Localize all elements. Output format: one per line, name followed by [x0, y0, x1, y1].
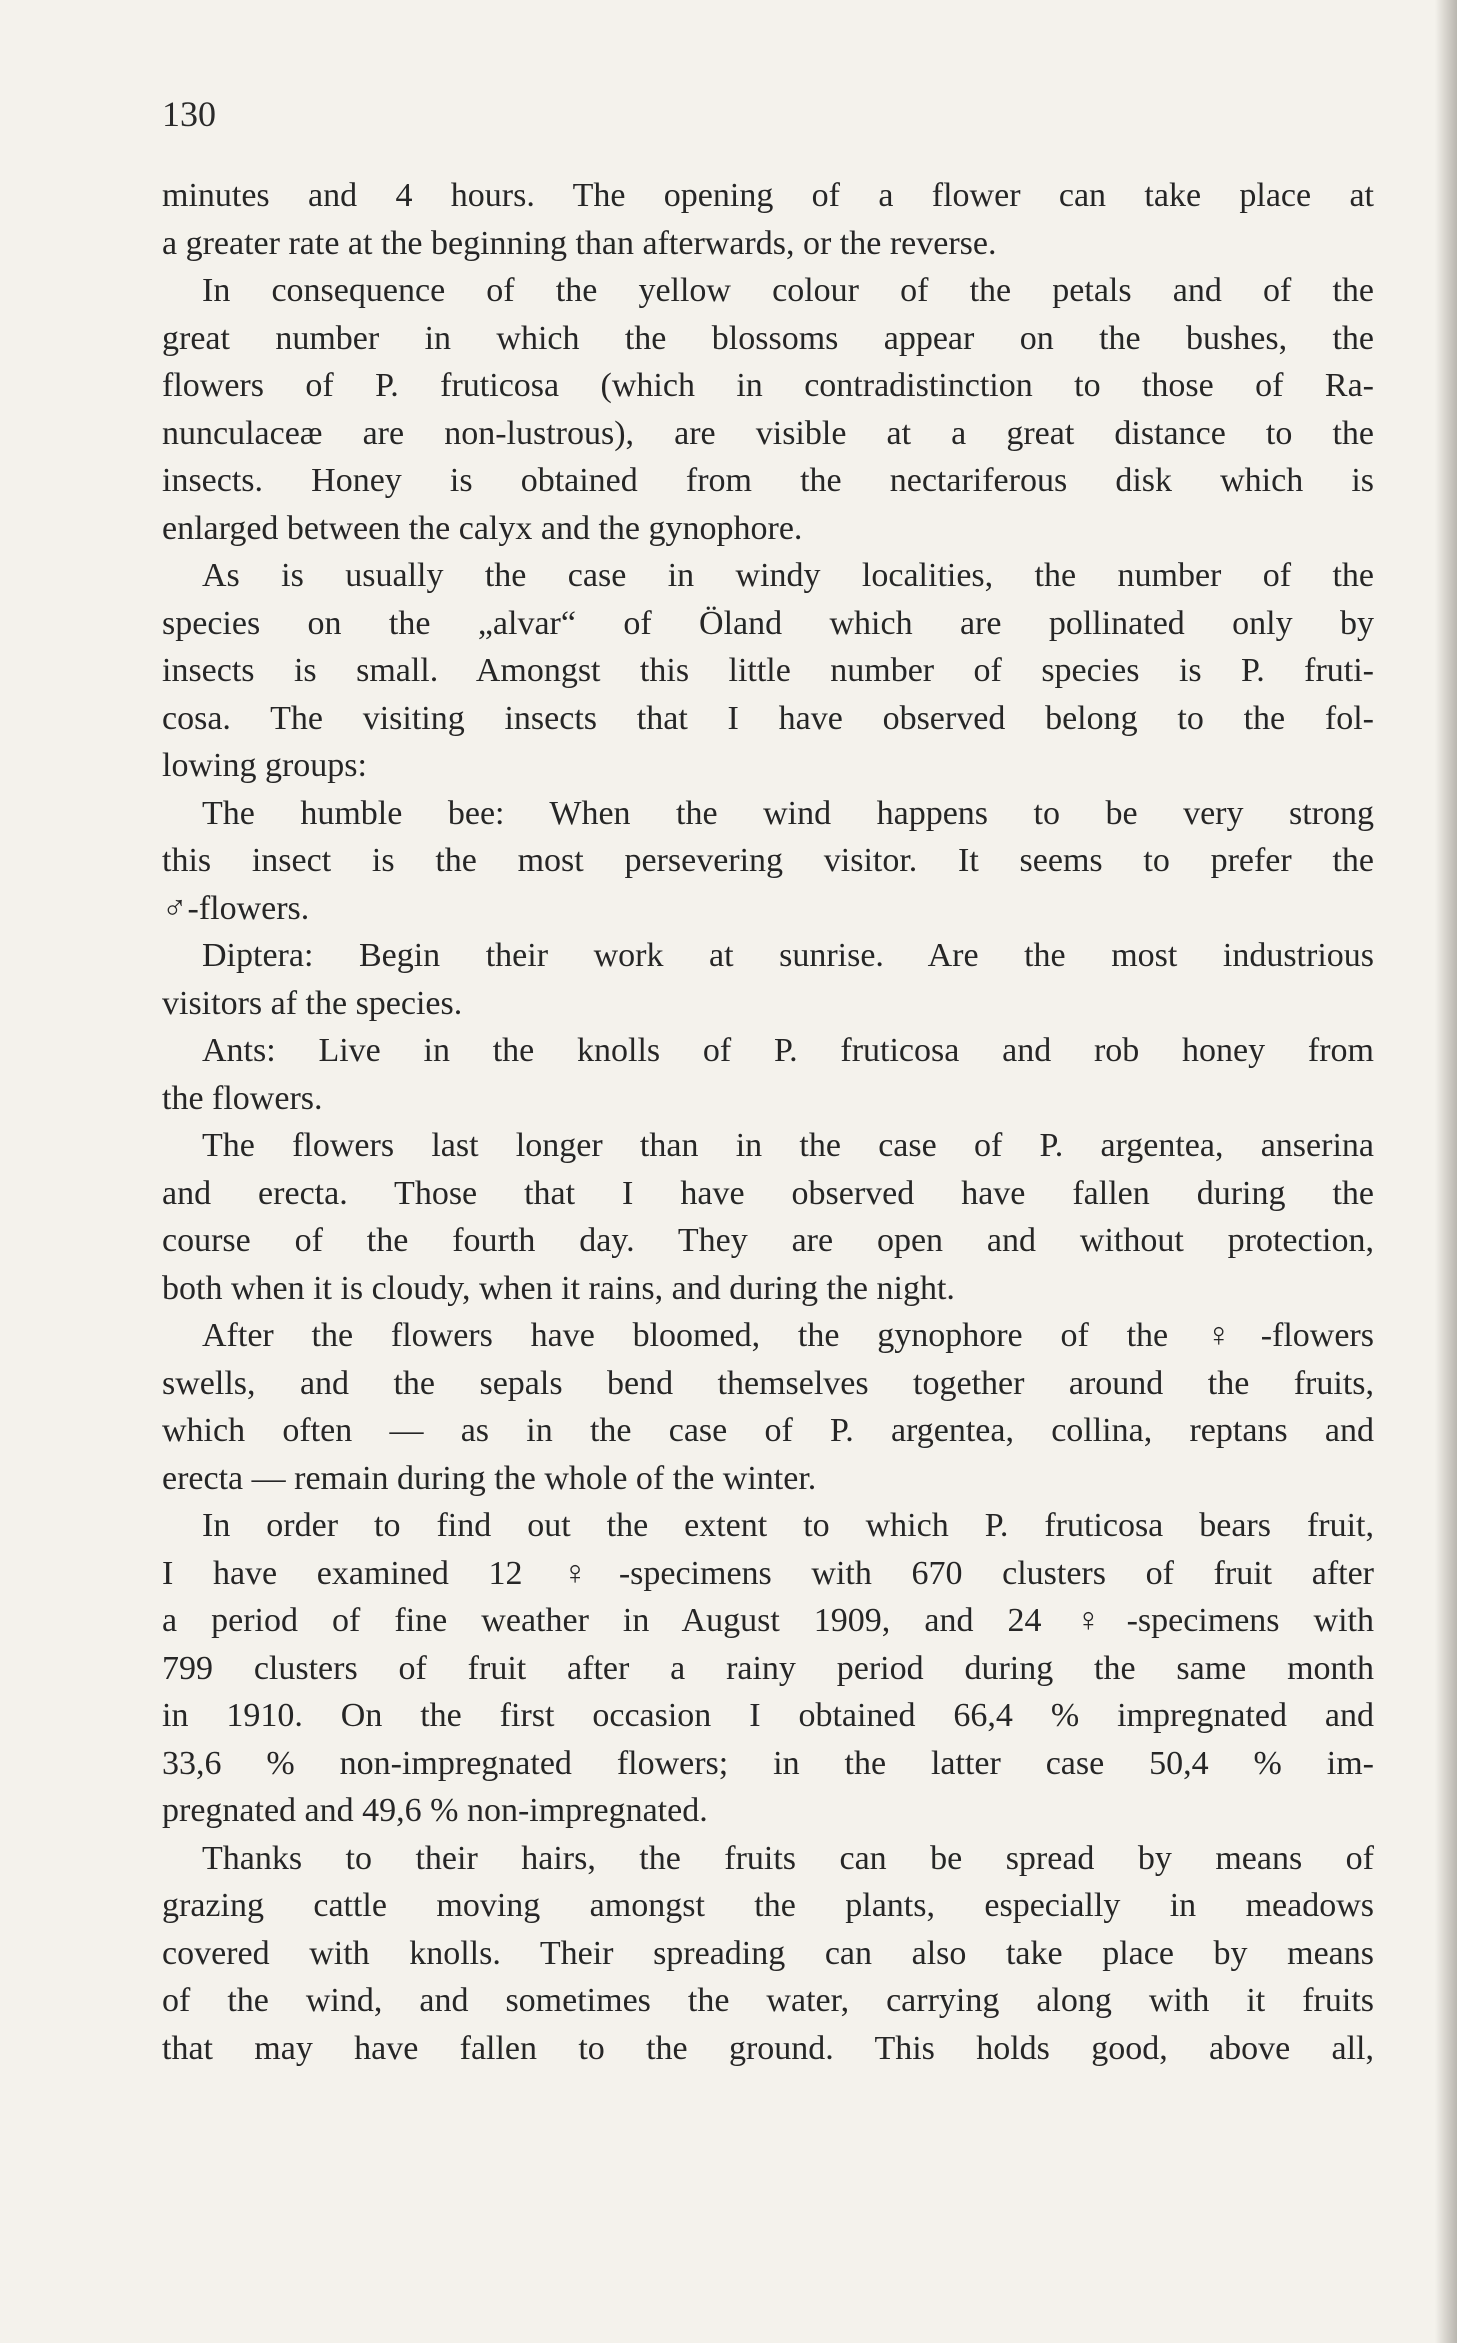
text-line: Diptera: Begin their work at sunrise. Are the most industrious	[202, 937, 1374, 974]
text-line: which often — as in the case of P. argentea, collina, reptans and	[162, 1412, 1374, 1449]
text-line: great number in which the blossoms appear on the bushes, the	[162, 319, 1374, 357]
text-line: enlarged between the calyx and the gynophore.	[162, 509, 803, 547]
text-line: Thanks to their hairs, the fruits can be spread by means of	[202, 1839, 1374, 1877]
scan-edge	[1435, 0, 1457, 2343]
text-line: this insect is the most persevering visitor. It seems to prefer the	[162, 842, 1374, 879]
text-line: both when it is cloudy, when it rains, and during the night.	[162, 1269, 955, 1307]
text-line: species on the „alvar“ of Öland which are pollinated only by	[162, 604, 1374, 642]
text-line: As is usually the case in windy localities, the number of the	[202, 557, 1374, 594]
text-line: The humble bee: When the wind happens to be very strong	[202, 794, 1374, 832]
text-line: course of the fourth day. They are open and without protection,	[162, 1222, 1374, 1259]
text-line: pregnated and 49,6 % non-impregnated.	[162, 1792, 708, 1829]
text-line: cosa. The visiting insects that I have observed belong to the fol-	[162, 699, 1374, 737]
text-line: visitors af the species.	[162, 984, 463, 1022]
text-line: a period of fine weather in August 1909, and 24 ♀-specimens with	[162, 1602, 1374, 1639]
text-line: that may have fallen to the ground. This holds good, above all,	[162, 2029, 1374, 2067]
text-line: 33,6 % non-impregnated flowers; in the latter case 50,4 % im-	[162, 1744, 1374, 1782]
text-line: In consequence of the yellow colour of the petals and of the	[202, 272, 1374, 309]
body-text	[162, 172, 1374, 2072]
text-line: insects is small. Amongst this little number of species is P. fruti-	[162, 652, 1374, 689]
text-line: 799 clusters of fruit after a rainy period during the same month	[162, 1649, 1374, 1687]
text-line: In order to find out the extent to which P. fruticosa bears fruit,	[202, 1507, 1374, 1544]
text-line: ♂-flowers.	[162, 889, 310, 927]
text-line: flowers of P. fruticosa (which in contradistinction to those of Ra-	[162, 367, 1374, 404]
text-line: of the wind, and sometimes the water, carrying along with it fruits	[162, 1982, 1374, 2019]
text-line: insects. Honey is obtained from the nectariferous disk which is	[162, 462, 1374, 499]
text-line: After the flowers have bloomed, the gynophore of the ♀-flowers	[202, 1317, 1374, 1354]
text-line: minutes and 4 hours. The opening of a flower can take place at	[162, 177, 1374, 214]
text-line: the flowers.	[162, 1079, 323, 1117]
text-line: covered with knolls. Their spreading can also take place by means	[162, 1934, 1374, 1972]
text-line: a greater rate at the beginning than afterwards, or the reverse.	[162, 224, 997, 262]
text-line: in 1910. On the first occasion I obtained 66,4 % impregnated and	[162, 1697, 1374, 1734]
text-line: nunculaceæ are non-lustrous), are visible at a great distance to the	[162, 414, 1374, 452]
page-number: 130	[162, 94, 216, 134]
text-line: Ants: Live in the knolls of P. fruticosa and rob honey from	[202, 1032, 1374, 1069]
text-line: erecta — remain during the whole of the winter.	[162, 1459, 817, 1497]
text-line: lowing groups:	[162, 747, 367, 784]
text-line: and erecta. Those that I have observed have fallen during the	[162, 1174, 1374, 1212]
text-line: I have examined 12 ♀-specimens with 670 clusters of fruit after	[162, 1554, 1374, 1592]
text-line: swells, and the sepals bend themselves together around the fruits,	[162, 1364, 1374, 1402]
text-line: The flowers last longer than in the case of P. argentea, anserina	[202, 1127, 1374, 1164]
text-line: grazing cattle moving amongst the plants, especially in meadows	[162, 1887, 1374, 1924]
